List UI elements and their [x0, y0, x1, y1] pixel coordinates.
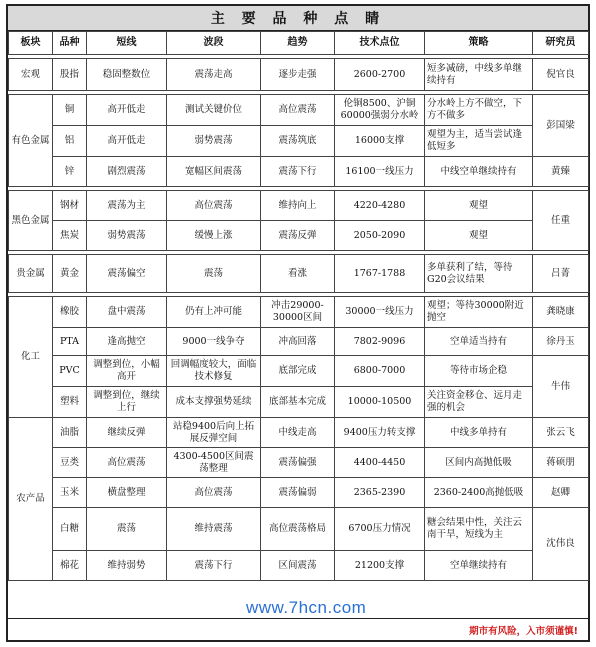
variety-cell: 锌 [53, 157, 87, 187]
tech-cell: 6700压力情况 [335, 508, 425, 551]
table-row [9, 297, 589, 328]
varieties-table [8, 31, 589, 581]
strategy-cell: 中线多单持有 [425, 418, 533, 448]
sector-cell: 宏观 [9, 59, 53, 91]
table-row [9, 95, 589, 126]
strategy-cell: 糖会结果中性，关注云南干旱，短线为主 [425, 508, 533, 551]
band-cell: 成本支撑强势延续 [167, 387, 261, 418]
sector-cell: 黑色金属 [9, 191, 53, 251]
page-title: 主 要 品 种 点 睛 [8, 6, 588, 31]
band-cell: 9000一线争夺 [167, 328, 261, 356]
tech-cell: 1767-1788 [335, 255, 425, 293]
trend-cell: 震荡下行 [261, 157, 335, 187]
variety-cell: 橡胶 [53, 297, 87, 328]
strategy-cell: 观望；等待30000附近抛空 [425, 297, 533, 328]
researcher-cell: 倪官良 [533, 59, 589, 91]
strategy-cell: 短多减磅，中线多单继续持有 [425, 59, 533, 91]
tech-cell: 16100一线压力 [335, 157, 425, 187]
short-cell: 高位震荡 [87, 448, 167, 478]
researcher-cell: 彭国梁 [533, 95, 589, 157]
short-cell: 继续反弹 [87, 418, 167, 448]
strategy-cell: 2360-2400高抛低吸 [425, 478, 533, 508]
col-short: 短线 [87, 32, 167, 55]
researcher-cell: 张云飞 [533, 418, 589, 448]
tech-cell: 21200支撑 [335, 551, 425, 581]
band-cell: 弱势震荡 [167, 126, 261, 157]
short-cell: 逢高抛空 [87, 328, 167, 356]
researcher-cell: 蒋硕朋 [533, 448, 589, 478]
band-cell: 4300-4500区间震荡整理 [167, 448, 261, 478]
short-cell: 弱势震荡 [87, 221, 167, 251]
strategy-cell: 空单继续持有 [425, 551, 533, 581]
tech-cell: 10000-10500 [335, 387, 425, 418]
strategy-cell: 分水岭上方不做空，下方不做多 [425, 95, 533, 126]
table-row [9, 356, 589, 387]
strategy-cell: 区间内高抛低吸 [425, 448, 533, 478]
risk-warning: 期市有风险，入市须谨慎! [469, 625, 578, 637]
short-cell: 震荡 [87, 508, 167, 551]
strategy-cell: 观望为主，适当尝试逢低短多 [425, 126, 533, 157]
variety-cell: 铜 [53, 95, 87, 126]
researcher-cell: 龚晓康 [533, 297, 589, 328]
short-cell: 横盘整理 [87, 478, 167, 508]
tech-cell: 30000一线压力 [335, 297, 425, 328]
variety-cell: 白糖 [53, 508, 87, 551]
table-row [9, 508, 589, 551]
trend-cell: 底部基本完成 [261, 387, 335, 418]
researcher-cell: 徐丹玉 [533, 328, 589, 356]
band-cell: 高位震荡 [167, 191, 261, 221]
short-cell: 高开低走 [87, 126, 167, 157]
variety-cell: 股指 [53, 59, 87, 91]
tech-cell: 9400压力转支撑 [335, 418, 425, 448]
sector-cell: 贵金属 [9, 255, 53, 293]
tech-cell: 16000支撑 [335, 126, 425, 157]
watermark: www.7hcn.com [246, 598, 367, 617]
short-cell: 调整到位，继续上行 [87, 387, 167, 418]
tech-cell: 4220-4280 [335, 191, 425, 221]
short-cell: 震荡偏空 [87, 255, 167, 293]
table-row [9, 387, 589, 418]
tech-cell: 伦铜8500、沪铜60000强弱分水岭 [335, 95, 425, 126]
col-band: 波段 [167, 32, 261, 55]
table-row [9, 59, 589, 91]
strategy-sheet [6, 4, 590, 642]
short-cell: 高开低走 [87, 95, 167, 126]
short-cell: 稳固整数位 [87, 59, 167, 91]
table-row [9, 448, 589, 478]
variety-cell: 油脂 [53, 418, 87, 448]
band-cell: 回调幅度较大，面临技术修复 [167, 356, 261, 387]
strategy-cell: 中线空单继续持有 [425, 157, 533, 187]
table-row [9, 551, 589, 581]
short-cell: 盘中震荡 [87, 297, 167, 328]
col-variety: 品种 [53, 32, 87, 55]
researcher-cell: 沈伟良 [533, 508, 589, 581]
band-cell: 震荡走高 [167, 59, 261, 91]
table-row [9, 255, 589, 293]
trend-cell: 震荡偏强 [261, 448, 335, 478]
variety-cell: 棉花 [53, 551, 87, 581]
band-cell: 站稳9400后向上拓展反弹空间 [167, 418, 261, 448]
short-cell: 维持弱势 [87, 551, 167, 581]
strategy-cell: 关注资金移仓、远月走强的机会 [425, 387, 533, 418]
tech-cell: 2600-2700 [335, 59, 425, 91]
trend-cell: 区间震荡 [261, 551, 335, 581]
band-cell: 高位震荡 [167, 478, 261, 508]
tech-cell: 7802-9096 [335, 328, 425, 356]
band-cell: 缓慢上涨 [167, 221, 261, 251]
band-cell: 震荡 [167, 255, 261, 293]
trend-cell: 震荡筑底 [261, 126, 335, 157]
researcher-cell: 牛伟 [533, 356, 589, 418]
variety-cell: 钢材 [53, 191, 87, 221]
variety-cell: 黄金 [53, 255, 87, 293]
variety-cell: 玉米 [53, 478, 87, 508]
researcher-cell: 黄臻 [533, 157, 589, 187]
researcher-cell: 任重 [533, 191, 589, 251]
band-cell: 仍有上冲可能 [167, 297, 261, 328]
tech-cell: 4400-4450 [335, 448, 425, 478]
table-row [9, 126, 589, 157]
table-row [9, 157, 589, 187]
variety-cell: 焦炭 [53, 221, 87, 251]
col-tech: 技术点位 [335, 32, 425, 55]
variety-cell: PTA [53, 328, 87, 356]
trend-cell: 底部完成 [261, 356, 335, 387]
sector-cell: 化工 [9, 297, 53, 418]
table-row [9, 418, 589, 448]
variety-cell: 铝 [53, 126, 87, 157]
table-row [9, 221, 589, 251]
trend-cell: 高位震荡 [261, 95, 335, 126]
variety-cell: PVC [53, 356, 87, 387]
table-row [9, 478, 589, 508]
strategy-cell: 多单获利了结，等待G20会议结果 [425, 255, 533, 293]
band-cell: 宽幅区间震荡 [167, 157, 261, 187]
trend-cell: 震荡反弹 [261, 221, 335, 251]
col-trend: 趋势 [261, 32, 335, 55]
trend-cell: 冲击29000-30000区间 [261, 297, 335, 328]
researcher-cell: 赵卿 [533, 478, 589, 508]
trend-cell: 高位震荡格局 [261, 508, 335, 551]
trend-cell: 逐步走强 [261, 59, 335, 91]
tech-cell: 2050-2090 [335, 221, 425, 251]
sector-cell: 有色金属 [9, 95, 53, 187]
trend-cell: 中线走高 [261, 418, 335, 448]
variety-cell: 塑料 [53, 387, 87, 418]
band-cell: 测试关键价位 [167, 95, 261, 126]
strategy-cell: 观望 [425, 191, 533, 221]
researcher-cell: 吕菁 [533, 255, 589, 293]
footer [8, 618, 588, 640]
short-cell: 震荡为主 [87, 191, 167, 221]
header-row [9, 32, 589, 55]
col-sector: 板块 [9, 32, 53, 55]
trend-cell: 维持向上 [261, 191, 335, 221]
col-strategy: 策略 [425, 32, 533, 55]
band-cell: 震荡下行 [167, 551, 261, 581]
col-researcher: 研究员 [533, 32, 589, 55]
sector-cell: 农产品 [9, 418, 53, 581]
tech-cell: 2365-2390 [335, 478, 425, 508]
variety-cell: 豆类 [53, 448, 87, 478]
strategy-cell: 观望 [425, 221, 533, 251]
band-cell: 维持震荡 [167, 508, 261, 551]
trend-cell: 看涨 [261, 255, 335, 293]
strategy-cell: 空单适当持有 [425, 328, 533, 356]
table-row [9, 328, 589, 356]
short-cell: 剧烈震荡 [87, 157, 167, 187]
trend-cell: 冲高回落 [261, 328, 335, 356]
short-cell: 调整到位，小幅高开 [87, 356, 167, 387]
strategy-cell: 等待市场企稳 [425, 356, 533, 387]
tech-cell: 6800-7000 [335, 356, 425, 387]
trend-cell: 震荡偏弱 [261, 478, 335, 508]
table-row [9, 191, 589, 221]
